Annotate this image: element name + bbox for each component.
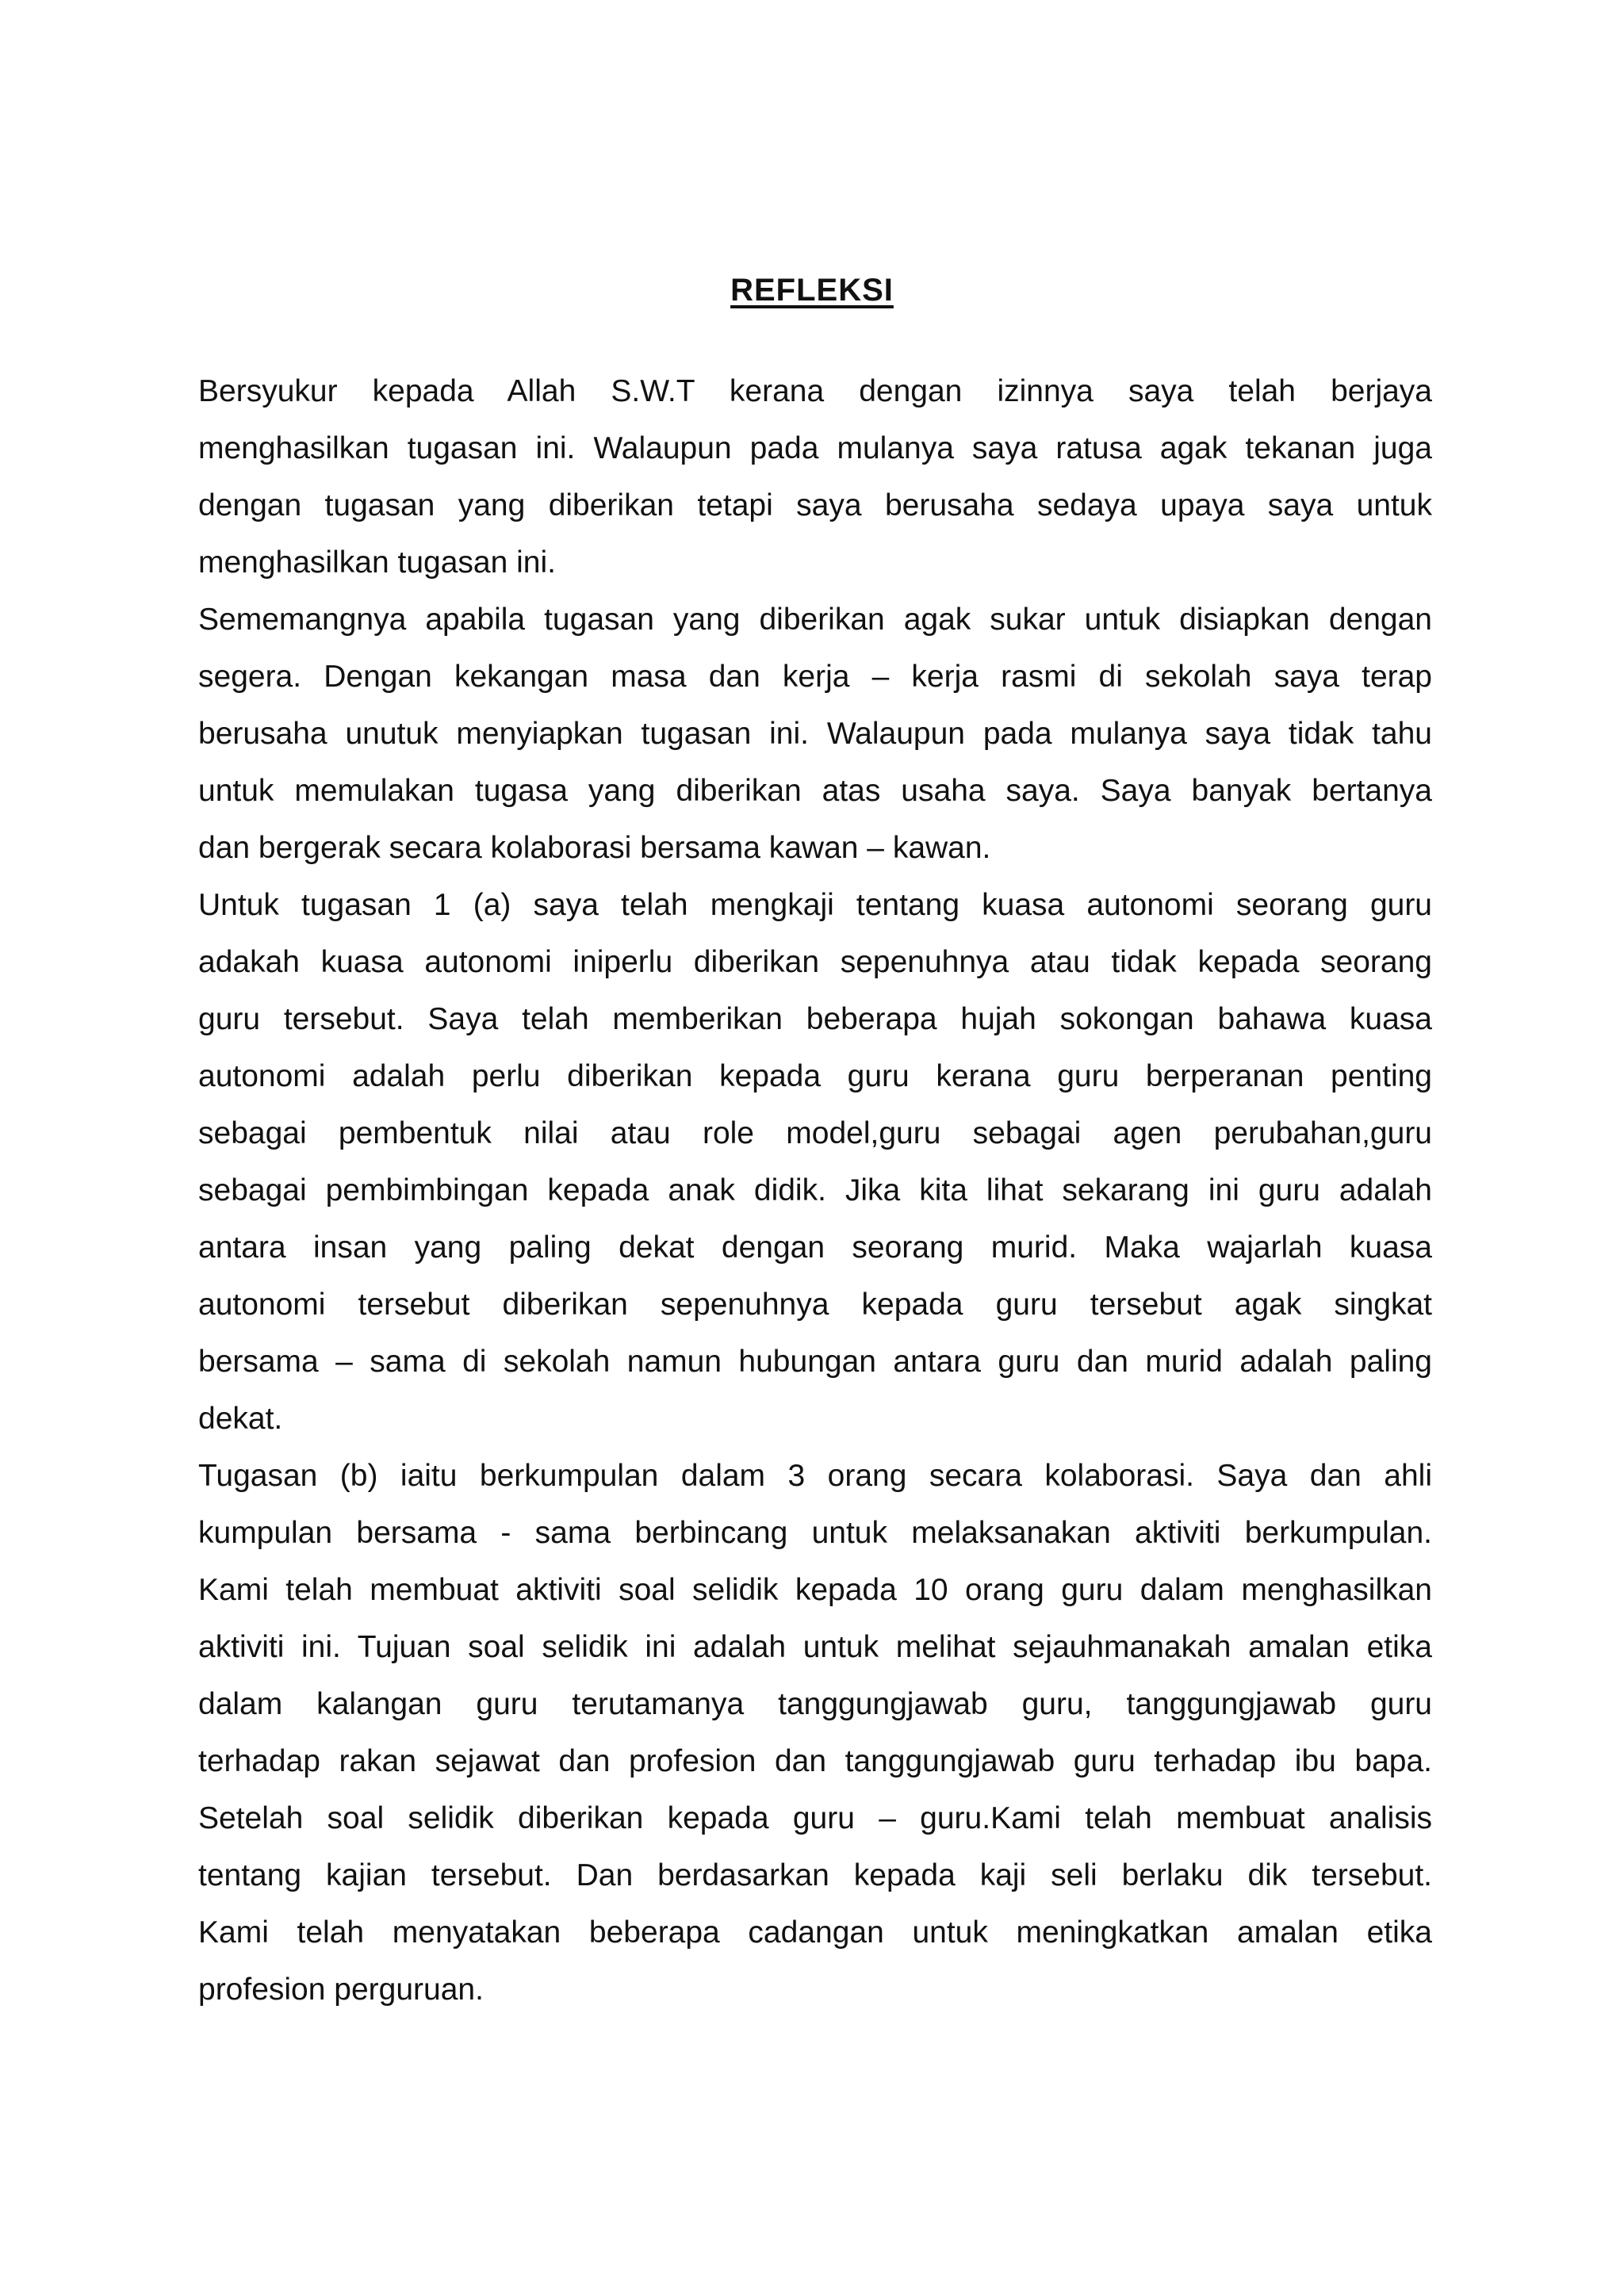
paragraph-4: [198, 1448, 1432, 2019]
text-line: dan bergerak secara kolaborasi bersama kawan – kawan.: [198, 831, 991, 865]
text-line: profesion perguruan.: [198, 1973, 484, 2007]
page-title: REFLEKSI: [730, 273, 894, 308]
text-line: autonomi tersebut diberikan sepenuhnya kepada guru tersebut agak singkat: [198, 1288, 1432, 1322]
text-line: menghasilkan tugasan ini.: [198, 545, 556, 580]
text-line: bersama – sama di sekolah namun hubungan antara guru dan murid adalah paling: [198, 1345, 1432, 1379]
text-line: Kami telah menyatakan beberapa cadangan untuk meningkatkan amalan etika: [198, 1915, 1432, 1950]
text-line: Kami telah membuat aktiviti soal selidik kepada 10 orang guru dalam menghasilkan: [198, 1573, 1432, 1607]
text-line: terhadap rakan sejawat dan profesion dan tanggungjawab guru terhadap ibu bapa.: [198, 1744, 1432, 1778]
text-line: berusaha unutuk menyiapkan tugasan ini. Walaupun pada mulanya saya tidak tahu: [198, 717, 1432, 751]
text-line: dekat.: [198, 1402, 283, 1436]
paragraph-1: [198, 363, 1432, 591]
text-line: Sememangnya apabila tugasan yang diberikan agak sukar untuk disiapkan dengan: [198, 603, 1432, 637]
text-line: guru tersebut. Saya telah memberikan beberapa hujah sokongan bahawa kuasa: [198, 1002, 1432, 1036]
paragraph-2: [198, 591, 1432, 877]
text-line: Tugasan (b) iaitu berkumpulan dalam 3 orang secara kolaborasi. Saya dan ahli: [198, 1459, 1432, 1493]
text-line: Setelah soal selidik diberikan kepada guru – guru.Kami telah membuat analisis: [198, 1801, 1432, 1835]
text-line: adakah kuasa autonomi iniperlu diberikan sepenuhnya atau tidak kepada seorang: [198, 945, 1432, 979]
text-line: autonomi adalah perlu diberikan kepada guru kerana guru berperanan penting: [198, 1059, 1432, 1093]
text-line: segera. Dengan kekangan masa dan kerja – kerja rasmi di sekolah saya terap: [198, 660, 1432, 694]
text-line: tentang kajian tersebut. Dan berdasarkan kepada kaji seli berlaku dik tersebut.: [198, 1858, 1432, 1892]
text-line: aktiviti ini. Tujuan soal selidik ini adalah untuk melihat sejauhmanakah amalan etika: [198, 1630, 1432, 1664]
document-body: [198, 363, 1432, 2019]
text-line: sebagai pembentuk nilai atau role model,guru sebagai agen perubahan,guru: [198, 1116, 1432, 1150]
text-line: sebagai pembimbingan kepada anak didik. Jika kita lihat sekarang ini guru adalah: [198, 1173, 1432, 1207]
text-line: dengan tugasan yang diberikan tetapi saya berusaha sedaya upaya saya untuk: [198, 488, 1432, 522]
text-line: kumpulan bersama - sama berbincang untuk melaksanakan aktiviti berkumpulan.: [198, 1516, 1432, 1550]
paragraph-3: [198, 877, 1432, 1448]
text-line: menghasilkan tugasan ini. Walaupun pada mulanya saya ratusa agak tekanan juga: [198, 431, 1432, 465]
text-line: antara insan yang paling dekat dengan seorang murid. Maka wajarlah kuasa: [198, 1230, 1432, 1265]
text-line: Bersyukur kepada Allah S.W.T kerana dengan izinnya saya telah berjaya: [198, 374, 1432, 408]
text-line: untuk memulakan tugasa yang diberikan atas usaha saya. Saya banyak bertanya: [198, 774, 1432, 808]
text-line: dalam kalangan guru terutamanya tanggungjawab guru, tanggungjawab guru: [198, 1687, 1432, 1721]
text-line: Untuk tugasan 1 (a) saya telah mengkaji tentang kuasa autonomi seorang guru: [198, 888, 1432, 922]
